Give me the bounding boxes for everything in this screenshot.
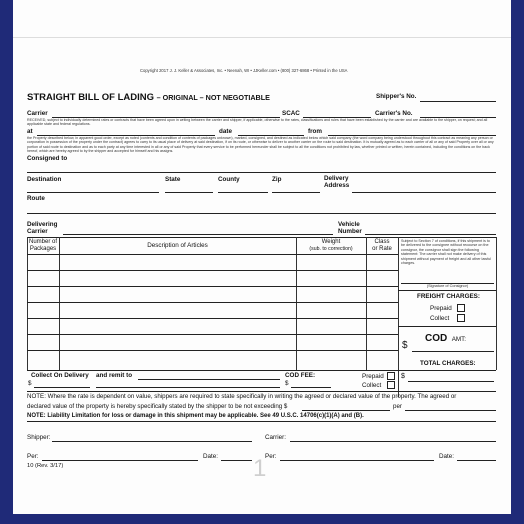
carrier-per-line[interactable] bbox=[280, 460, 434, 461]
table-col-divider-4 bbox=[398, 237, 399, 397]
cod-amount-label bbox=[425, 328, 466, 346]
col-packages-header-line1: Number of bbox=[29, 239, 58, 245]
document-title bbox=[27, 92, 270, 103]
declared-value-per-line[interactable] bbox=[405, 410, 496, 411]
freight-charges-top bbox=[398, 290, 496, 291]
cod-amount-dollar: $ bbox=[402, 340, 408, 351]
declared-value-line[interactable] bbox=[302, 410, 390, 411]
vehicle-number-label-line2: Number bbox=[338, 227, 362, 235]
table-row-line[interactable] bbox=[27, 318, 398, 319]
destination-label: Destination bbox=[27, 176, 62, 183]
scac-label: SCAC bbox=[282, 110, 300, 117]
total-charges-label: TOTAL CHARGES: bbox=[420, 360, 476, 367]
col-packages-header-line2: Packages bbox=[29, 246, 57, 252]
col-class-header-line2: or Rate bbox=[372, 246, 392, 252]
freight-prepaid-checkbox[interactable] bbox=[457, 304, 465, 312]
table-row-line[interactable] bbox=[27, 270, 398, 271]
vehicle-number-label-line1: Vehicle bbox=[338, 221, 360, 228]
amt-label: AMT: bbox=[451, 336, 467, 343]
table-row-line[interactable] bbox=[27, 302, 398, 303]
copy-number: 1 bbox=[253, 455, 267, 482]
carrier-per-label: Per: bbox=[265, 453, 277, 460]
date-label: date bbox=[219, 128, 232, 135]
carrier-no-label: Carrier's No. bbox=[375, 110, 413, 117]
table-row-line[interactable] bbox=[27, 350, 398, 351]
shipper-no-label: Shipper's No. bbox=[376, 93, 417, 100]
shipper-no-line[interactable] bbox=[420, 101, 496, 102]
collect-on-delivery-line[interactable] bbox=[34, 387, 90, 388]
freight-charges-label: FREIGHT CHARGES: bbox=[417, 293, 480, 300]
table-header-bottom bbox=[27, 254, 398, 255]
destination-line[interactable] bbox=[27, 192, 159, 193]
consignor-signature-caption: (Signature of Consignor) bbox=[426, 284, 469, 288]
remit-to-line[interactable] bbox=[138, 379, 280, 380]
col-weight-header-line2: (sub. to correction) bbox=[309, 246, 353, 252]
col-weight-header-line1: Weight bbox=[321, 239, 341, 245]
route-label: Route bbox=[27, 195, 45, 202]
carrier-date-label: Date: bbox=[439, 453, 455, 460]
copyright-line: Copyright 2017 J. J. Keller & Associates, Inc. • Neenah, WI • JJKeller.com • (800) 327-6868 • Printed in the USA bbox=[140, 68, 348, 73]
bill-of-lading-sheet bbox=[13, 38, 511, 514]
note-section-top bbox=[27, 391, 496, 392]
route-line[interactable] bbox=[27, 213, 496, 214]
cod-fee-dollar: $ bbox=[285, 380, 289, 387]
state-line[interactable] bbox=[165, 192, 213, 193]
title-sub: – ORIGINAL – NOT NEGOTIABLE bbox=[156, 93, 270, 102]
cod-collect-checkbox[interactable] bbox=[387, 381, 395, 389]
table-top-border bbox=[27, 237, 496, 238]
freight-collect-checkbox[interactable] bbox=[457, 314, 465, 322]
shipper-signature-label: Shipper: bbox=[27, 434, 51, 441]
cod-collect-label: Collect bbox=[362, 382, 382, 389]
delivering-carrier-label-line2: Carrier bbox=[27, 227, 48, 235]
carrier-signature-line[interactable] bbox=[290, 441, 496, 442]
delivering-carrier-label-line1: Delivering bbox=[27, 221, 58, 228]
delivering-carrier-label bbox=[27, 222, 57, 235]
at-label: at bbox=[27, 128, 33, 135]
cod-section-top bbox=[398, 326, 496, 327]
state-label: State bbox=[165, 176, 181, 183]
freight-prepaid-label: Prepaid bbox=[430, 305, 452, 312]
shipper-per-label: Per: bbox=[27, 453, 39, 460]
cod-label: COD bbox=[425, 333, 448, 344]
sheet-top-band bbox=[13, 0, 511, 38]
table-row-line[interactable] bbox=[27, 334, 398, 335]
shipper-per-line[interactable] bbox=[42, 460, 198, 461]
cod-amount-line[interactable] bbox=[412, 351, 494, 352]
vehicle-number-line[interactable] bbox=[365, 234, 496, 235]
county-line[interactable] bbox=[218, 192, 268, 193]
delivery-address-label bbox=[324, 176, 349, 189]
cod-fee-line[interactable] bbox=[291, 387, 331, 388]
collect-on-delivery-dollar: $ bbox=[28, 380, 32, 387]
carrier-signature-label: Carrier: bbox=[265, 434, 286, 441]
remit-to-label: and remit to bbox=[96, 372, 133, 379]
carrier-date-line[interactable] bbox=[457, 460, 496, 461]
vehicle-number-label bbox=[338, 222, 362, 235]
note-value-line2: declared value of the property is hereby specifically stated by the shipper to be not exceeding $ bbox=[27, 403, 288, 410]
carrier-label: Carrier bbox=[27, 110, 48, 117]
liability-bottom-line bbox=[27, 421, 496, 422]
title-main: STRAIGHT BILL OF LADING bbox=[27, 92, 155, 103]
consigned-to-line[interactable] bbox=[27, 172, 496, 173]
zip-label: Zip bbox=[272, 176, 282, 183]
shipper-signature-line[interactable] bbox=[52, 441, 252, 442]
liability-note: NOTE: Liability Limitation for loss or damage in this shipment may be applicable. See 49 U.S.C. 14706(c)(1)(A) and (B). bbox=[27, 413, 364, 419]
delivery-address-line[interactable] bbox=[352, 192, 496, 193]
delivery-address-label-line1: Delivery bbox=[324, 175, 349, 182]
cod-fee-label: COD FEE: bbox=[285, 372, 316, 379]
col-packages-header bbox=[29, 239, 57, 253]
shipper-date-label: Date: bbox=[203, 453, 219, 460]
delivery-address-label-line2: Address bbox=[324, 181, 350, 189]
shipper-date-line[interactable] bbox=[221, 460, 252, 461]
freight-collect-label: Collect bbox=[430, 315, 450, 322]
col-description-header: Description of Articles bbox=[147, 242, 208, 249]
fine-print-received: RECEIVED, subject to individually determined rates or contracts that have been agreed upon in writing between the carrier and shipper, if applicable, otherwise to the rates, classifications and rules that have been established by the carrier and are available to the shipper, on request; and all applicable state and federal regulations. bbox=[27, 118, 488, 127]
total-charges-dollar: $ bbox=[401, 373, 405, 380]
zip-line[interactable] bbox=[272, 192, 320, 193]
collect-on-delivery-label: Collect On Delivery bbox=[31, 372, 89, 379]
table-right-border bbox=[496, 237, 497, 370]
total-charges-line[interactable] bbox=[408, 381, 494, 382]
section7-statement: Subject to Section 7 of conditions, if this shipment is to be delivered to the consignee without recourse on the consignor, the consignor shall sign the following statement: The carrier shall not make delivery of this shipment without payment of freight and all other lawful charges. bbox=[401, 239, 491, 266]
delivering-carrier-line[interactable] bbox=[63, 234, 333, 235]
county-label: County bbox=[218, 176, 240, 183]
cod-prepaid-checkbox[interactable] bbox=[387, 372, 395, 380]
form-revision: 10 (Rev. 3/17) bbox=[27, 463, 64, 469]
table-bottom-border bbox=[27, 370, 496, 371]
col-class-header bbox=[366, 239, 398, 253]
remit-to-line-2[interactable] bbox=[96, 387, 280, 388]
note-value-line1: NOTE: Where the rate is dependent on value, shippers are required to state specifically in writing the agreed or declared value of the property. The agreed or bbox=[27, 393, 457, 400]
consigned-to-label: Consigned to bbox=[27, 155, 68, 162]
col-class-header-line1: Class bbox=[374, 239, 390, 245]
col-weight-header bbox=[296, 239, 366, 253]
declared-value-per-label: per bbox=[393, 403, 402, 410]
table-row-line[interactable] bbox=[27, 286, 398, 287]
fine-print-property: the Property described below, in apparent good order, except as noted (contents and condition of contents of packages unknown), marked, consigned, and destined as indicated below which said company (the word company being understood throughout this contract as meaning any person or corporation in possession of the property under the contract) agrees to carry to its usual place of delivery at said destination, if on its route, or otherwise to deliver to another carrier on the route to said destination. It is mutually agreed as to each carrier of all or any of said Property over all or any portion of said route to destination and as to each party at any time interested in all or any of said Property that every service to be performed hereunder shall be subject to all the conditions not prohibited by law, whether printed or written, herein contained, including the conditions on the back hereof, which are hereby agreed to by the shipper and accepted for himself and his assigns. bbox=[27, 136, 494, 153]
from-label: from bbox=[308, 128, 322, 135]
cod-prepaid-label: Prepaid bbox=[362, 373, 384, 380]
